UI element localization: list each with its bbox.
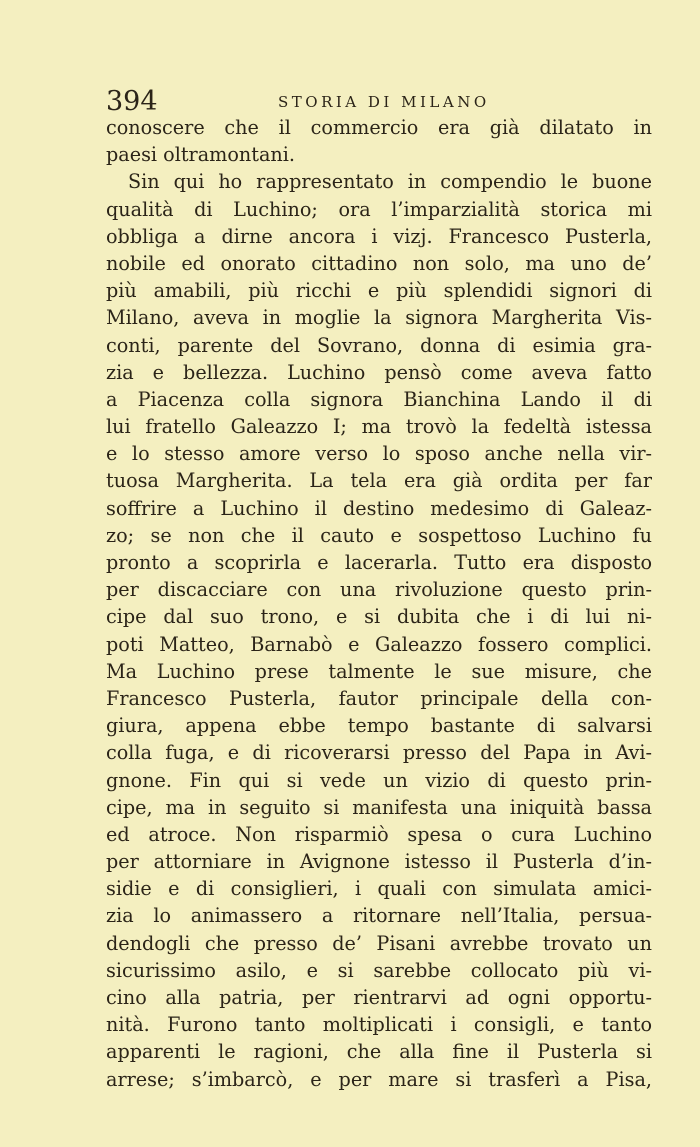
text-line: sicurissimo asilo, e si sarebbe collocato più vi- xyxy=(106,958,652,982)
text-line: cipe, ma in seguito si manifesta una iniquità bassa xyxy=(106,795,652,819)
text-line: per attorniare in Avignone istesso il Pusterla d’in- xyxy=(106,850,652,874)
text-line: poti Matteo, Barnabò e Galeazzo fossero complici. xyxy=(106,632,652,656)
text-line: tuosa Margherita. La tela era già ordita per far xyxy=(106,469,652,493)
text-line: giura, appena ebbe tempo bastante di salvarsi xyxy=(106,714,652,738)
text-line: soffrire a Luchino il destino medesimo di Galeaz- xyxy=(106,496,652,520)
text-line: lui fratello Galeazzo I; ma trovò la fedeltà istessa xyxy=(106,415,652,439)
text-line: obbliga a dirne ancora i vizj. Francesco Pusterla, xyxy=(106,224,652,248)
text-line: paesi oltramontani. xyxy=(106,143,296,167)
text-line: Sin qui ho rappresentato in compendio le buone xyxy=(128,170,652,194)
text-line: cipe dal suo trono, e si dubita che i di lui ni- xyxy=(106,605,652,629)
text-line: e lo stesso amore verso lo sposo anche nella vir- xyxy=(106,442,652,466)
text-line: zia lo animassero a ritornare nell’Italia, persua- xyxy=(106,904,652,928)
text-line: sidie e di consiglieri, i quali con simulata amici- xyxy=(106,877,652,901)
text-line: dendogli che presso de’ Pisani avrebbe trovato un xyxy=(106,931,652,955)
text-line: conti, parente del Sovrano, donna di esimia gra- xyxy=(106,333,652,357)
text-line: zia e bellezza. Luchino pensò come aveva fatto xyxy=(106,360,652,384)
text-line: gnone. Fin qui si vede un vizio di questo prin- xyxy=(106,768,652,792)
page-number: 394 xyxy=(106,86,158,117)
text-line: conoscere che il commercio era già dilatato in xyxy=(106,116,652,139)
text-line: pronto a scoprirla e lacerarla. Tutto era disposto xyxy=(106,551,652,574)
text-line: Ma Luchino prese talmente le sue misure, che xyxy=(106,659,652,683)
text-line: arrese; s’imbarcò, e per mare si trasferì a Pisa, xyxy=(106,1067,652,1091)
text-line: cino alla patria, per rientrarvi ad ogni opportu- xyxy=(106,986,652,1009)
text-line: Milano, aveva in moglie la signora Margherita Vis- xyxy=(106,306,652,330)
text-line: apparenti le ragioni, che alla fine il Pusterla si xyxy=(106,1040,652,1064)
running-title: STORIA DI MILANO xyxy=(278,93,490,111)
text-line: più amabili, più ricchi e più splendidi signori di xyxy=(106,279,652,303)
text-line: per discacciare con una rivoluzione questo prin- xyxy=(106,578,652,602)
text-line: a Piacenza colla signora Bianchina Lando il di xyxy=(106,387,652,411)
body-text xyxy=(106,114,652,1093)
text-line: ed atroce. Non risparmiò spesa o cura Luchino xyxy=(106,822,652,846)
text-line: nità. Furono tanto moltiplicati i consigli, e tanto xyxy=(106,1013,652,1037)
text-line: nobile ed onorato cittadino non solo, ma uno de’ xyxy=(106,251,652,275)
text-line: zo; se non che il cauto e sospettoso Luchino fu xyxy=(106,523,652,547)
text-line: Francesco Pusterla, fautor principale della con- xyxy=(106,686,652,710)
text-line: colla fuga, e di ricoverarsi presso del Papa in Avi- xyxy=(106,741,652,765)
text-line: qualità di Luchino; ora l’imparzialità storica mi xyxy=(106,197,652,221)
